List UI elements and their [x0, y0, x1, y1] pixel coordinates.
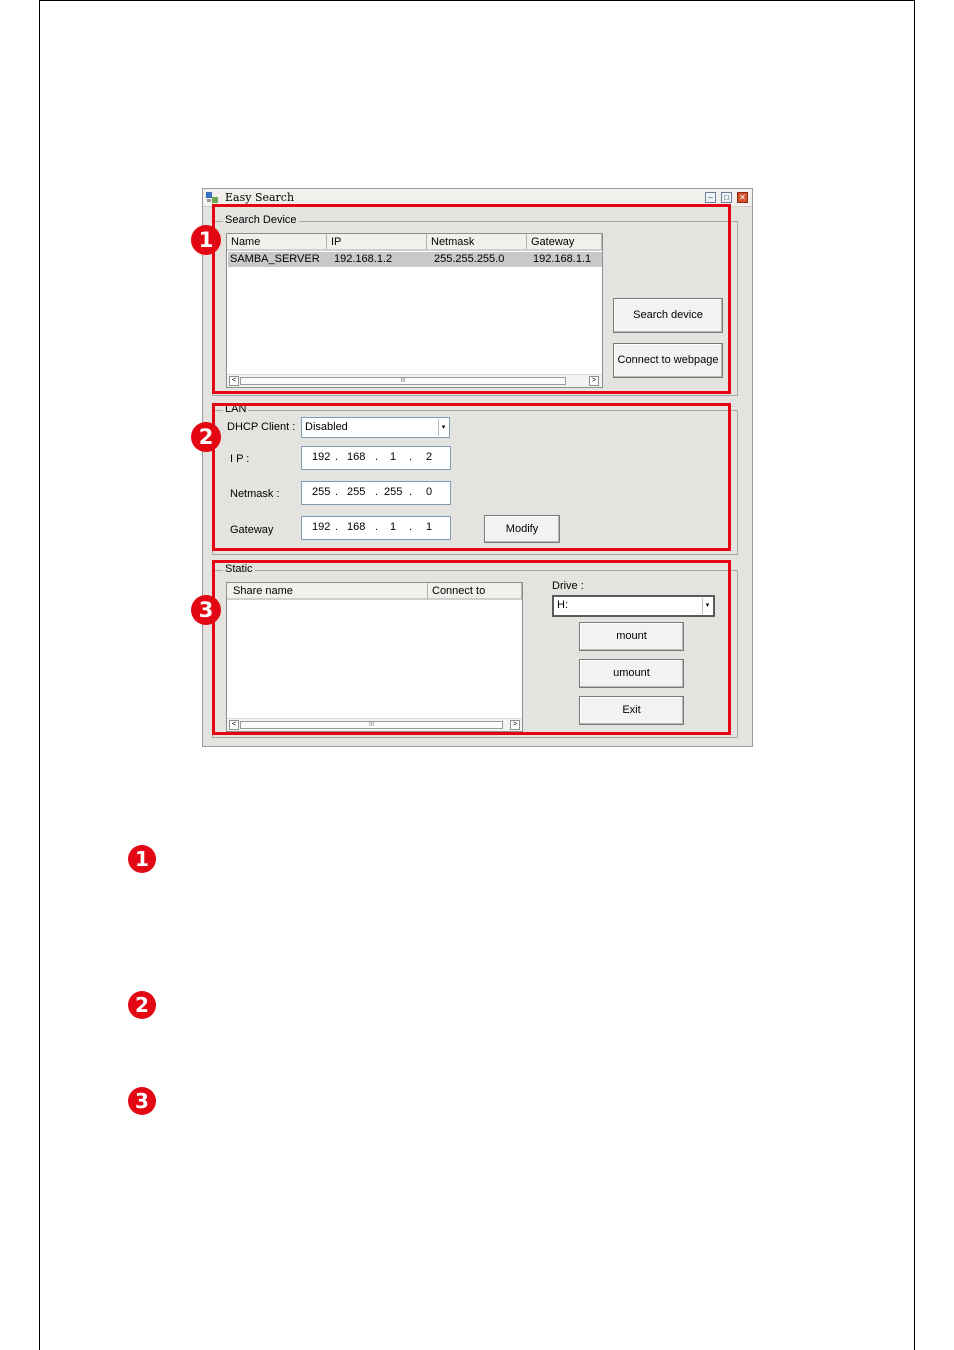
scroll-left-arrow[interactable]: < [229, 720, 239, 730]
netmask-octet-4: 0 [426, 486, 433, 498]
annotation-box-2 [212, 403, 731, 551]
maximize-button[interactable]: □ [721, 192, 732, 203]
legend-badge-1: 1 [128, 845, 156, 873]
badge-1: 1 [191, 225, 221, 255]
annotation-box-3 [212, 560, 731, 735]
ip-octet-4: 2 [426, 451, 433, 463]
app-icon [206, 192, 218, 203]
gateway-label: Gateway [230, 524, 274, 536]
legend-badge-2: 2 [128, 991, 156, 1019]
chevron-down-icon[interactable]: ▾ [438, 419, 448, 436]
scroll-right-arrow[interactable]: > [589, 376, 599, 386]
scroll-thumb[interactable]: III [240, 721, 503, 729]
column-header-netmask[interactable]: Netmask [427, 234, 527, 251]
cell-gateway: 192.168.1.1 [533, 253, 592, 265]
column-header-share-name[interactable]: Share name [227, 583, 428, 600]
ip-label: I P : [230, 453, 250, 465]
gateway-octet-1: 192 [312, 521, 331, 533]
lan-legend: LAN [225, 403, 247, 415]
badge-2: 2 [191, 422, 221, 452]
drive-value: H: [557, 599, 568, 611]
ip-address-field[interactable]: 192 . 168 . 1 . 2 [301, 446, 451, 470]
minimize-button[interactable]: – [705, 192, 716, 203]
netmask-field[interactable]: 255 . 255 . 255 . 0 [301, 481, 451, 505]
netmask-octet-1: 255 [312, 486, 331, 498]
ip-octet-1: 192 [312, 451, 331, 463]
close-button[interactable]: ✕ [737, 192, 748, 203]
gateway-octet-3: 1 [390, 521, 397, 533]
cell-ip: 192.168.1.2 [334, 253, 393, 265]
legend-badge-3: 3 [128, 1087, 156, 1115]
ip-octet-3: 1 [390, 451, 397, 463]
column-header-name[interactable]: Name [227, 234, 327, 251]
umount-button[interactable]: umount [579, 659, 684, 688]
gateway-octet-4: 1 [426, 521, 433, 533]
mount-button[interactable]: mount [579, 622, 684, 651]
search-device-button[interactable]: Search device [613, 298, 723, 333]
column-header-gateway[interactable]: Gateway [527, 234, 602, 251]
scroll-thumb[interactable]: III [240, 377, 566, 385]
connect-webpage-button[interactable]: Connect to webpage [613, 343, 723, 378]
static-legend: Static [225, 563, 253, 575]
scroll-right-arrow[interactable]: > [510, 720, 520, 730]
netmask-label: Netmask : [230, 488, 280, 500]
search-device-legend: Search Device [225, 214, 297, 226]
badge-3: 3 [191, 595, 221, 625]
exit-button[interactable]: Exit [579, 696, 684, 725]
column-header-connect-to[interactable]: Connect to [428, 583, 522, 600]
netmask-octet-2: 255 [347, 486, 366, 498]
modify-button[interactable]: Modify [484, 515, 560, 543]
netmask-octet-3: 255 [384, 486, 403, 498]
window-title: Easy Search [225, 191, 295, 204]
cell-netmask: 255.255.255.0 [434, 253, 505, 265]
dhcp-client-label: DHCP Client : [227, 421, 296, 433]
gateway-field[interactable]: 192 . 168 . 1 . 1 [301, 516, 451, 540]
cell-name: SAMBA_SERVER [230, 253, 320, 265]
ip-octet-2: 168 [347, 451, 366, 463]
column-header-ip[interactable]: IP [327, 234, 427, 251]
dhcp-client-value: Disabled [305, 421, 348, 433]
annotation-box-1 [212, 204, 731, 394]
scroll-left-arrow[interactable]: < [229, 376, 239, 386]
gateway-octet-2: 168 [347, 521, 366, 533]
drive-label: Drive : [552, 580, 584, 592]
chevron-down-icon[interactable]: ▾ [702, 598, 712, 614]
